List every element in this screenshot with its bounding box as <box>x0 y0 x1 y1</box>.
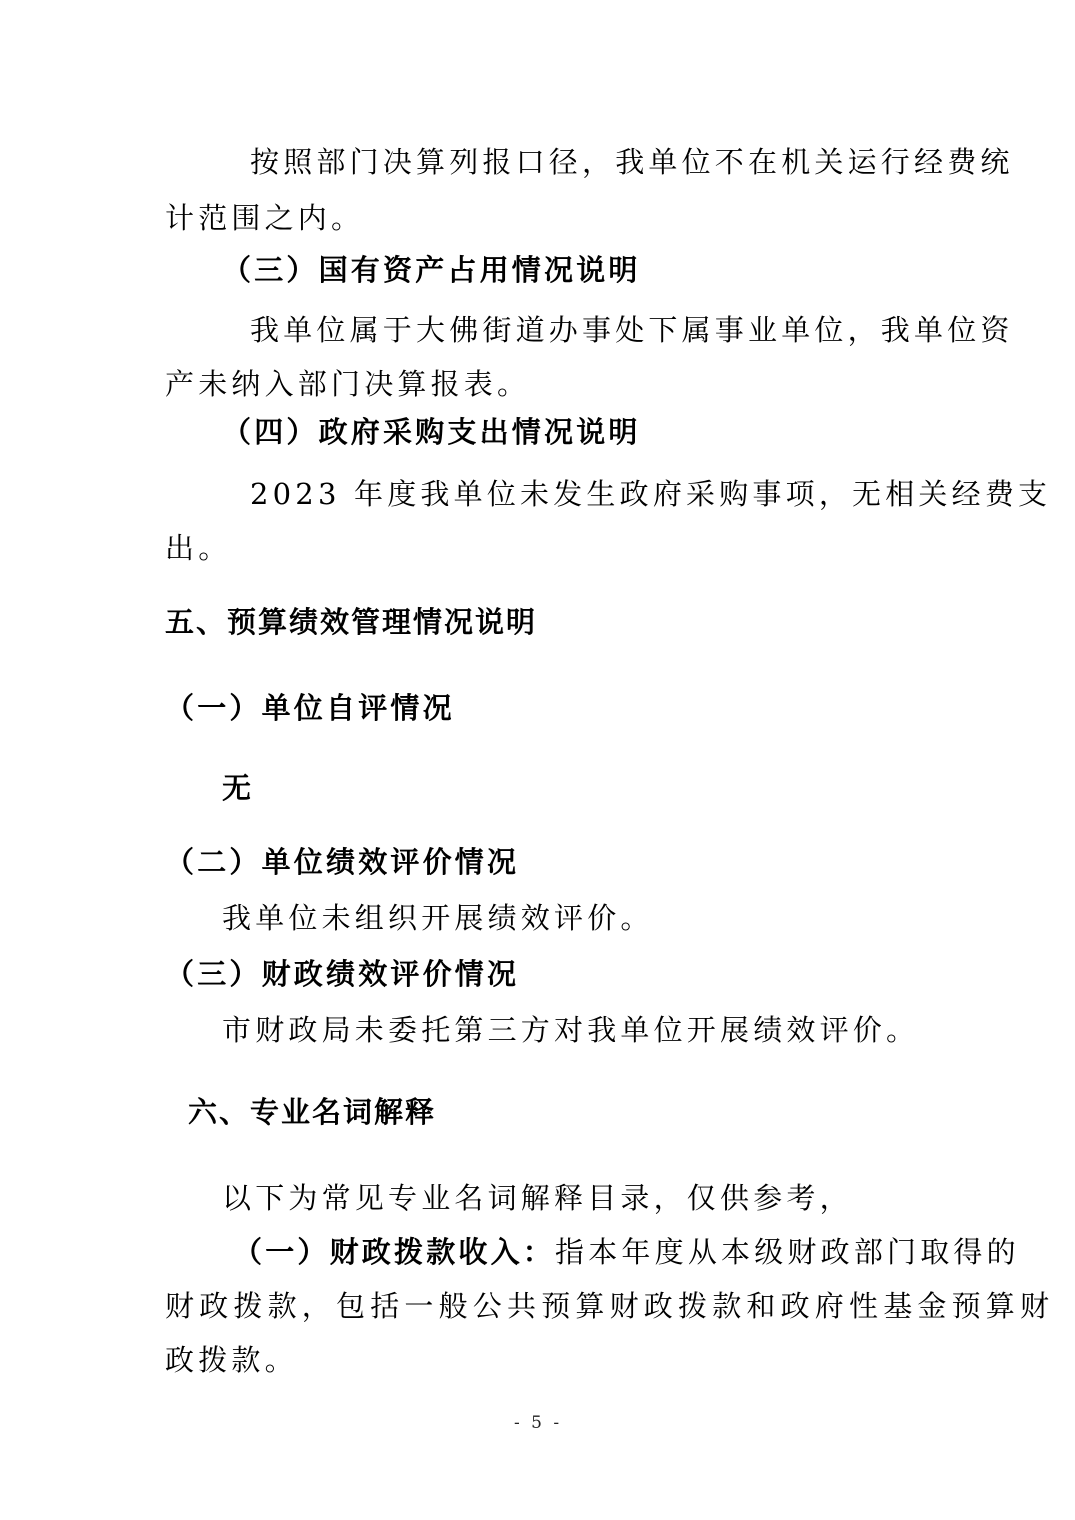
term-definition: 指本年度从本级财政部门取得的 <box>555 1235 1020 1269</box>
subsection-heading: （三）财政绩效评价情况 <box>165 957 520 991</box>
paragraph-line: 我单位属于大佛街道办事处下属事业单位，我单位资 <box>250 313 1014 347</box>
page-number: - 5 - <box>514 1413 563 1433</box>
paragraph-line: 财政拨款，包括一般公共预算财政拨款和政府性基金预算财 <box>165 1289 1055 1323</box>
paragraph-line: 按照部门决算列报口径，我单位不在机关运行经费统 <box>250 145 1014 179</box>
subsection-heading: （二）单位绩效评价情况 <box>165 845 520 879</box>
subsection-text: 无 <box>222 771 255 805</box>
paragraph-line: 出。 <box>165 531 232 565</box>
section-heading: 六、专业名词解释 <box>188 1095 437 1129</box>
paragraph-line: 以下为常见专业名词解释目录，仅供参考， <box>222 1181 853 1215</box>
paragraph-line: 产未纳入部门决算报表。 <box>165 367 531 401</box>
section-heading: 五、预算绩效管理情况说明 <box>165 605 538 639</box>
subsection-heading: （三）国有资产占用情况说明 <box>222 253 641 287</box>
paragraph-line: 2023 年度我单位未发生政府采购事项，无相关经费支 <box>250 477 1052 511</box>
paragraph-line: 我单位未组织开展绩效评价。 <box>222 901 654 935</box>
paragraph-line: 市财政局未委托第三方对我单位开展绩效评价。 <box>222 1013 920 1047</box>
term-line <box>233 1232 1020 1272</box>
subsection-heading: （四）政府采购支出情况说明 <box>222 415 641 449</box>
paragraph-line: 计范围之内。 <box>165 201 365 235</box>
subsection-heading: （一）单位自评情况 <box>165 691 455 725</box>
paragraph-line: 政拨款。 <box>165 1343 298 1377</box>
term-label: （一）财政拨款收入： <box>233 1235 556 1269</box>
